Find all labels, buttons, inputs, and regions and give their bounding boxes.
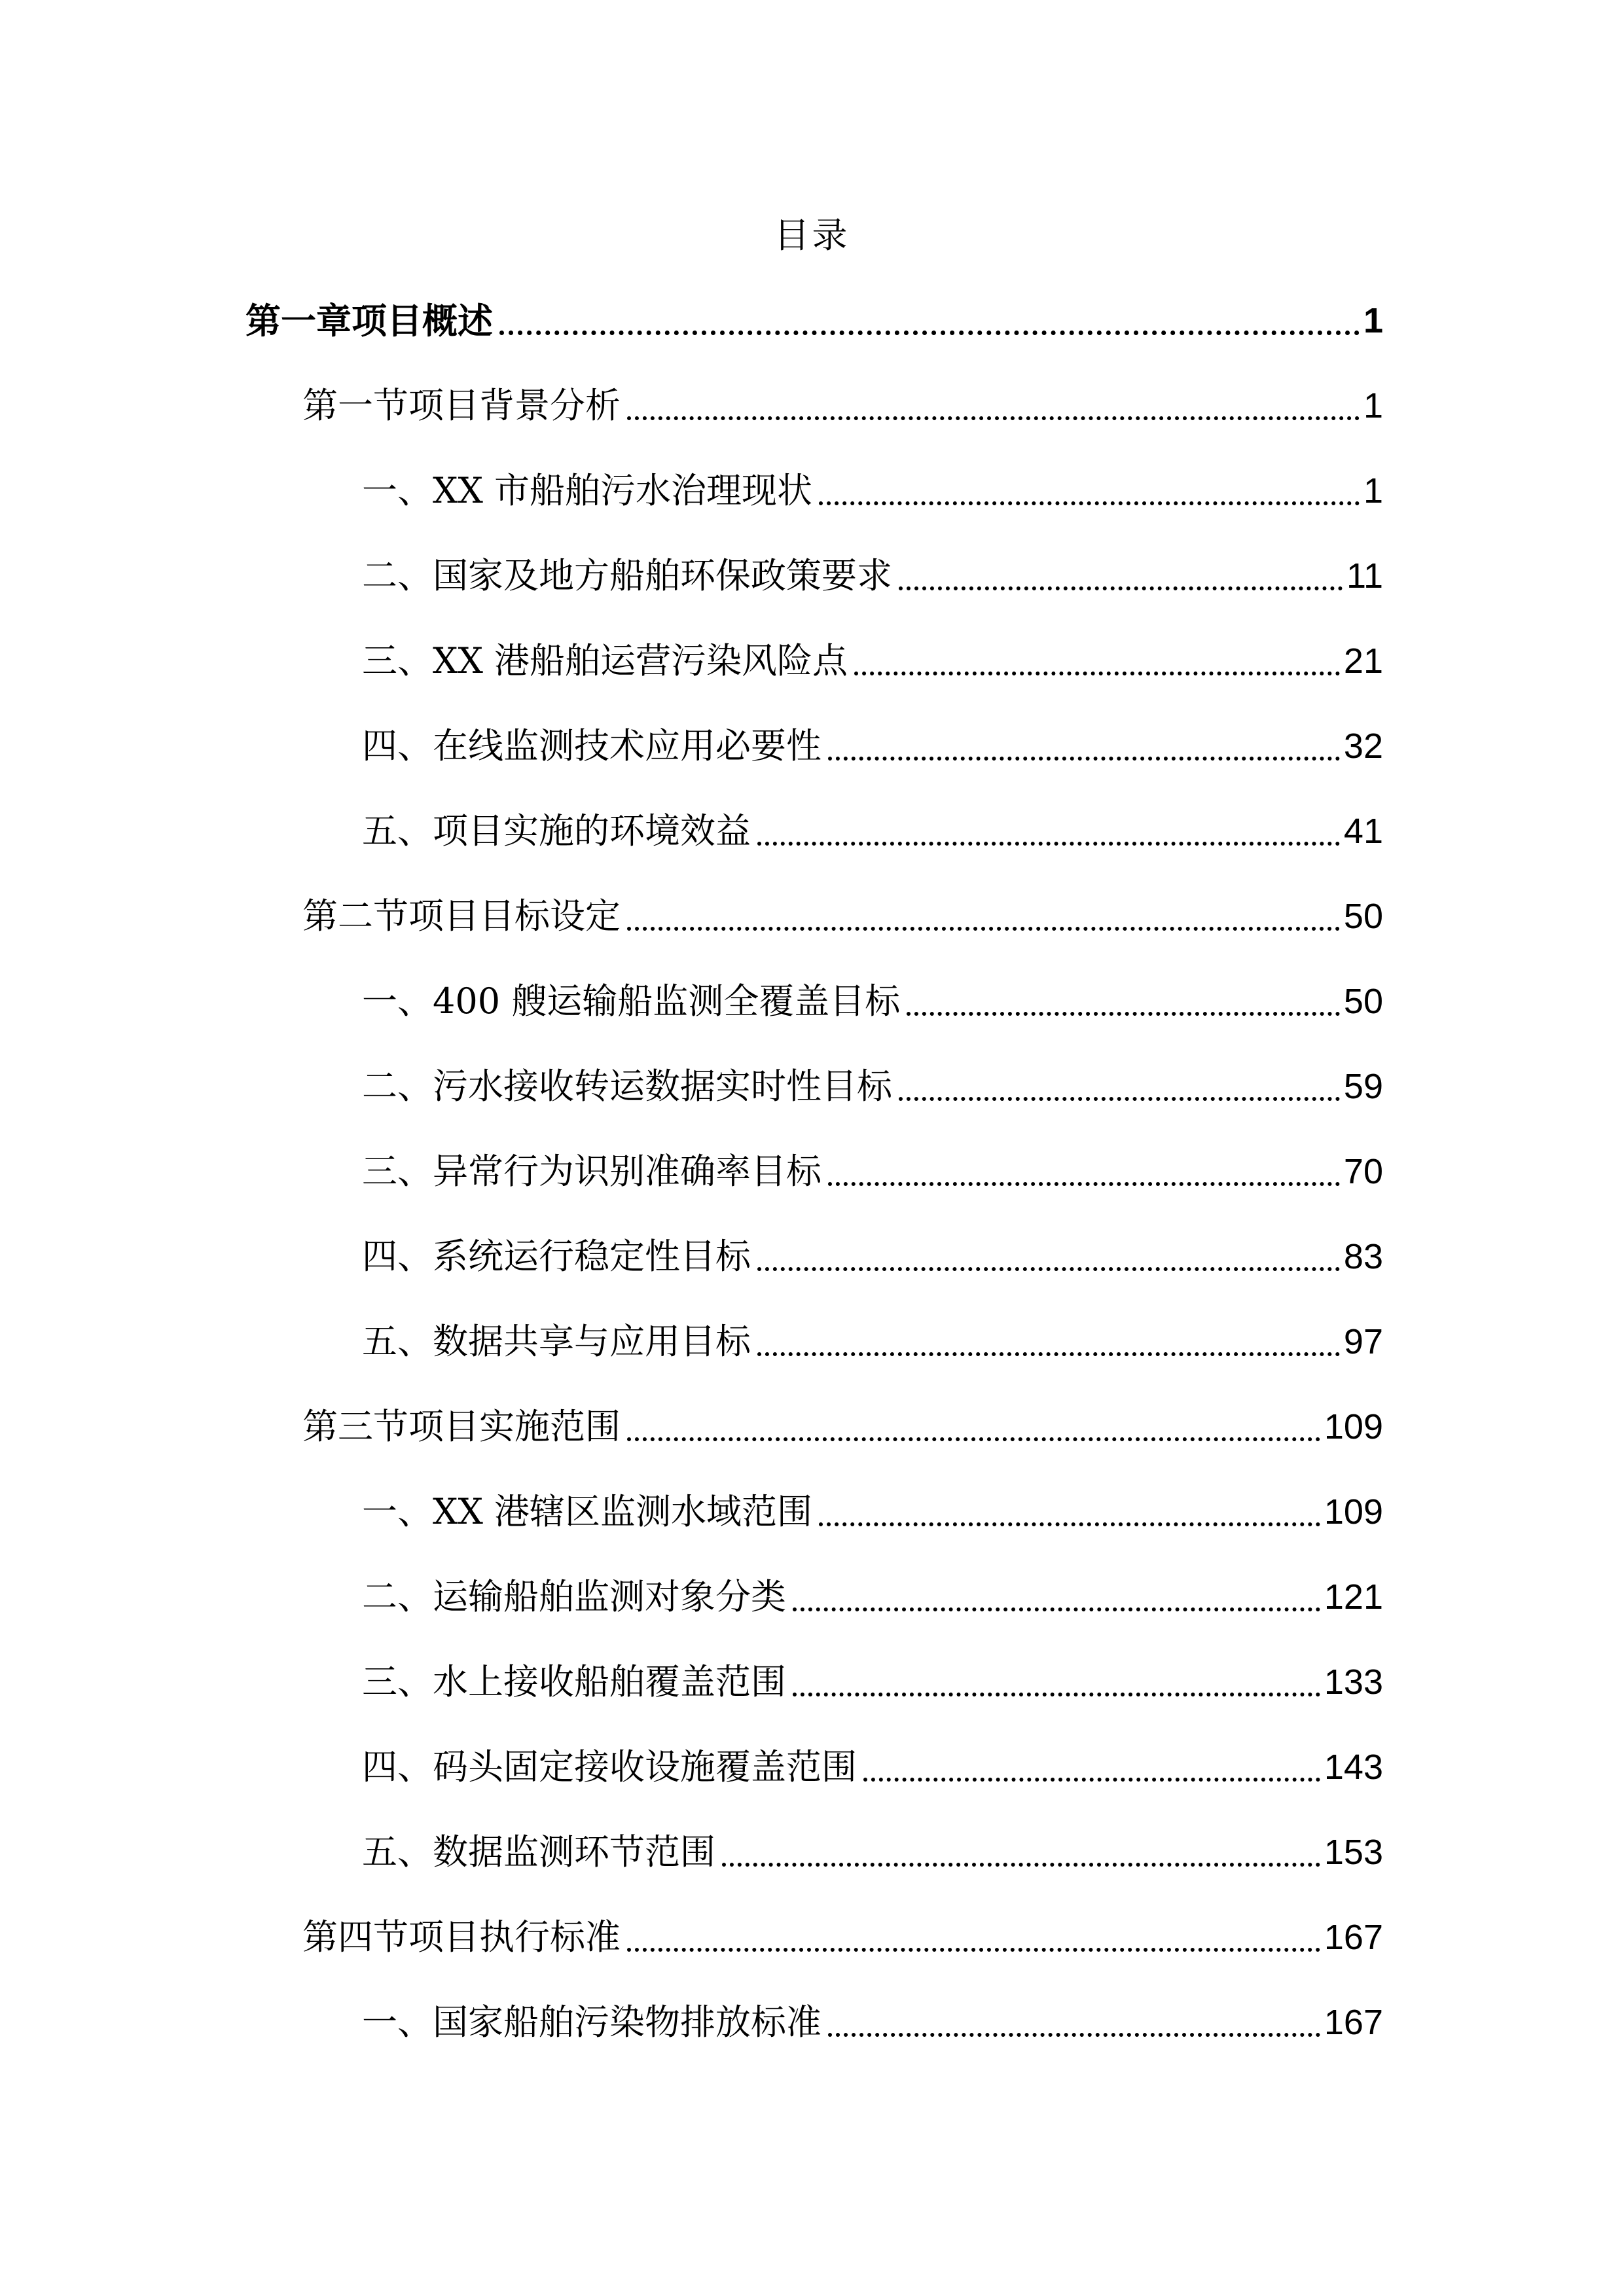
toc-page-number: 21: [1343, 641, 1383, 681]
toc-leader-dots: [819, 501, 1360, 505]
toc-entry-label: 三、XX 港船舶运营污染风险点: [362, 640, 848, 681]
toc-leader-dots: [899, 1097, 1340, 1101]
toc-entry-label: 一、400 艘运输船监测全覆盖目标: [362, 980, 901, 1022]
toc-leader-dots: [757, 1267, 1340, 1271]
toc-entry-label: 一、国家船舶污染物排放标准: [362, 2001, 821, 2043]
toc-entry-item[interactable]: [362, 1741, 1383, 1793]
toc-entry-item[interactable]: [362, 720, 1383, 772]
toc-entry-item[interactable]: [362, 805, 1383, 857]
toc-page-number: 50: [1343, 897, 1383, 936]
toc-entry-label: 四、在线监测技术应用必要性: [362, 725, 821, 766]
toc-leader-dots: [854, 672, 1340, 675]
toc-entry-item[interactable]: [362, 1060, 1383, 1113]
toc-page-number: 32: [1343, 726, 1383, 766]
toc-page-number: 59: [1343, 1067, 1383, 1106]
toc-leader-dots: [627, 1437, 1320, 1441]
toc-page-number: 153: [1324, 1833, 1383, 1872]
toc-entry-label: 三、水上接收船舶覆盖范围: [362, 1661, 786, 1702]
toc-entry-label: 二、国家及地方船舶环保政策要求: [362, 555, 892, 596]
toc-page-number: 1: [1363, 301, 1383, 340]
toc-entry-label: 五、数据监测环节范围: [362, 1831, 715, 1873]
toc-entry-label: 四、码头固定接收设施覆盖范围: [362, 1746, 857, 1787]
toc-entry-item[interactable]: [362, 1656, 1383, 1708]
toc-leader-dots: [499, 331, 1360, 335]
toc-page-number: 11: [1346, 556, 1383, 596]
toc-entry-item[interactable]: [362, 465, 1383, 517]
toc-leader-dots: [828, 2033, 1320, 2037]
toc-page-number: 1: [1363, 386, 1383, 425]
toc-page-number: 1: [1363, 471, 1383, 511]
toc-page-number: 83: [1343, 1237, 1383, 1276]
toc-leader-dots: [819, 1522, 1320, 1526]
toc-leader-dots: [907, 1012, 1340, 1016]
toc-entry-item[interactable]: [362, 1316, 1383, 1368]
toc-leader-dots: [627, 416, 1360, 420]
toc-entry-label: 四、系统运行稳定性目标: [362, 1236, 751, 1277]
toc-leader-dots: [863, 1778, 1320, 1782]
toc-entry-item[interactable]: [362, 1571, 1383, 1623]
toc-page-number: 50: [1343, 982, 1383, 1021]
toc-entry-chapter-1[interactable]: [245, 295, 1383, 347]
toc-title: 目录: [774, 215, 850, 256]
toc-leader-dots: [793, 1607, 1320, 1611]
toc-entry-section-4[interactable]: [302, 1911, 1383, 1964]
toc-entry-label: 二、污水接收转运数据实时性目标: [362, 1066, 892, 1107]
toc-entry-section-2[interactable]: [302, 890, 1383, 942]
toc-entry-item[interactable]: [362, 1230, 1383, 1283]
toc-page-number: 167: [1324, 1918, 1383, 1957]
toc-page-number: 143: [1324, 1748, 1383, 1787]
toc-entry-section-3[interactable]: [302, 1401, 1383, 1453]
toc-leader-dots: [757, 842, 1340, 846]
toc-entry-label: 第二节项目目标设定: [302, 895, 621, 937]
toc-leader-dots: [793, 1693, 1320, 1696]
toc-page-number: 109: [1324, 1492, 1383, 1532]
toc-entry-label: 第四节项目执行标准: [302, 1916, 621, 1958]
toc-page-number: 109: [1324, 1407, 1383, 1446]
toc-entry-label: 一、XX 港辖区监测水域范围: [362, 1491, 813, 1532]
toc-entry-label: 三、异常行为识别准确率目标: [362, 1151, 821, 1192]
toc-entry-label: 第一节项目背景分析: [302, 385, 621, 426]
toc-leader-dots: [627, 1948, 1320, 1952]
toc-entry-item[interactable]: [362, 1996, 1383, 2049]
toc-entry-item[interactable]: [362, 975, 1383, 1028]
toc-page-number: 133: [1324, 1662, 1383, 1702]
toc-entry-label: 第三节项目实施范围: [302, 1406, 621, 1447]
toc-leader-dots: [828, 1182, 1340, 1186]
toc-page-number: 121: [1324, 1577, 1383, 1617]
toc-leader-dots: [828, 757, 1340, 761]
toc-leader-dots: [627, 927, 1340, 931]
toc-entry-item[interactable]: [362, 1826, 1383, 1878]
toc-entry-label: 五、项目实施的环境效益: [362, 810, 751, 852]
toc-entry-label: 五、数据共享与应用目标: [362, 1321, 751, 1362]
toc-entry-item[interactable]: [362, 550, 1383, 602]
toc-entry-item[interactable]: [362, 635, 1383, 687]
toc-entry-item[interactable]: [362, 1486, 1383, 1538]
toc-page-number: 70: [1343, 1152, 1383, 1191]
toc-entry-section-1[interactable]: [302, 380, 1383, 432]
toc-leader-dots: [757, 1352, 1340, 1356]
toc-page-number: 41: [1343, 812, 1383, 851]
toc-entry-label: 第一章项目概述: [245, 300, 493, 342]
toc-leader-dots: [722, 1863, 1320, 1867]
toc-entry-label: 一、XX 市船舶污水治理现状: [362, 470, 813, 511]
toc-entry-item[interactable]: [362, 1145, 1383, 1198]
toc-leader-dots: [899, 586, 1343, 590]
toc-page-number: 97: [1343, 1322, 1383, 1361]
toc-entry-label: 二、运输船舶监测对象分类: [362, 1576, 786, 1617]
toc-page-number: 167: [1324, 2003, 1383, 2042]
